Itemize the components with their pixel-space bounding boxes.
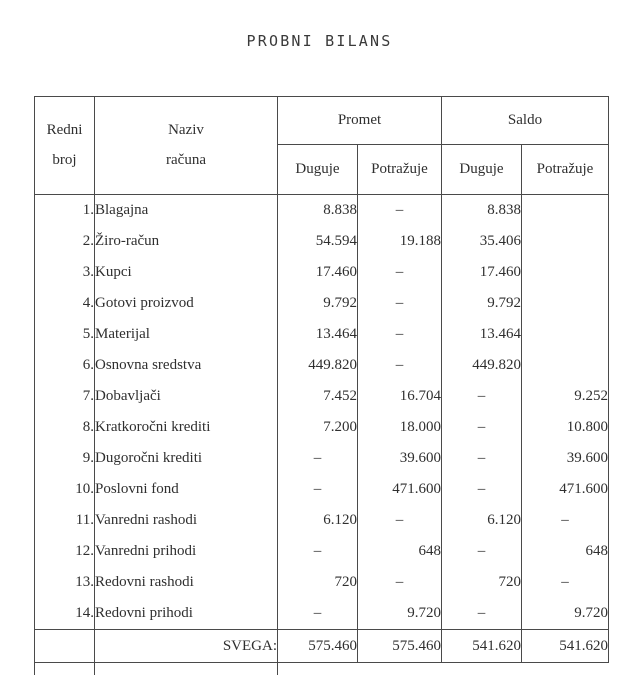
- table-row: [35, 350, 609, 381]
- row-number: 12.: [35, 536, 95, 567]
- table-row: [35, 567, 609, 598]
- cell-saldo-potrazuje: 9.720: [522, 598, 609, 630]
- cell-promet-potrazuje: –: [358, 567, 442, 598]
- cell-saldo-duguje: –: [442, 443, 522, 474]
- header-saldo-duguje: Duguje: [442, 145, 522, 195]
- table-row: [35, 195, 609, 227]
- trial-balance-table: [34, 96, 609, 675]
- stub-spacer-1: [278, 663, 358, 676]
- table-row: [35, 474, 609, 505]
- stub-number-column: [35, 663, 95, 676]
- header-group-promet: Promet: [278, 97, 442, 145]
- header-saldo-potrazuje: Potražuje: [522, 145, 609, 195]
- cell-promet-potrazuje: 16.704: [358, 381, 442, 412]
- cell-promet-potrazuje: –: [358, 505, 442, 536]
- header-group-saldo: Saldo: [442, 97, 609, 145]
- totals-saldo-potrazuje: 541.620: [522, 630, 609, 663]
- cell-promet-duguje: 720: [278, 567, 358, 598]
- cell-promet-duguje: 7.200: [278, 412, 358, 443]
- cell-saldo-potrazuje: [522, 257, 609, 288]
- cell-promet-duguje: –: [278, 598, 358, 630]
- row-number: 13.: [35, 567, 95, 598]
- cell-promet-duguje: 449.820: [278, 350, 358, 381]
- cell-saldo-duguje: 720: [442, 567, 522, 598]
- totals-blank-cell: [35, 630, 95, 663]
- cell-promet-potrazuje: –: [358, 319, 442, 350]
- row-number: 5.: [35, 319, 95, 350]
- cell-promet-potrazuje: –: [358, 257, 442, 288]
- cell-saldo-duguje: 13.464: [442, 319, 522, 350]
- cell-saldo-potrazuje: [522, 319, 609, 350]
- totals-promet-duguje: 575.460: [278, 630, 358, 663]
- cell-saldo-potrazuje: 471.600: [522, 474, 609, 505]
- cell-saldo-duguje: –: [442, 381, 522, 412]
- account-name: Dugoročni krediti: [95, 443, 278, 474]
- account-name: Osnovna sredstva: [95, 350, 278, 381]
- table-header: [35, 97, 609, 195]
- row-number: 8.: [35, 412, 95, 443]
- cell-promet-potrazuje: 648: [358, 536, 442, 567]
- cell-saldo-potrazuje: –: [522, 567, 609, 598]
- account-name: Redovni prihodi: [95, 598, 278, 630]
- account-name: Materijal: [95, 319, 278, 350]
- stub-spacer-2: [358, 663, 442, 676]
- table-row: [35, 381, 609, 412]
- cell-promet-duguje: 8.838: [278, 195, 358, 227]
- row-number: 10.: [35, 474, 95, 505]
- account-name: Vanredni rashodi: [95, 505, 278, 536]
- cell-promet-potrazuje: –: [358, 195, 442, 227]
- account-name: Kratkoročni krediti: [95, 412, 278, 443]
- cell-saldo-duguje: 17.460: [442, 257, 522, 288]
- header-account-name-line2: računa: [166, 151, 206, 168]
- cell-saldo-duguje: 35.406: [442, 226, 522, 257]
- table-row: [35, 536, 609, 567]
- table-row: [35, 505, 609, 536]
- header-row-number: [35, 97, 95, 195]
- header-promet-potrazuje: Potražuje: [358, 145, 442, 195]
- cell-promet-duguje: 7.452: [278, 381, 358, 412]
- header-row-number-line2: broj: [52, 151, 77, 168]
- cell-promet-potrazuje: 18.000: [358, 412, 442, 443]
- cell-promet-potrazuje: 471.600: [358, 474, 442, 505]
- row-number: 2.: [35, 226, 95, 257]
- account-name: Redovni rashodi: [95, 567, 278, 598]
- cell-saldo-potrazuje: 39.600: [522, 443, 609, 474]
- cell-saldo-potrazuje: [522, 195, 609, 227]
- row-number: 4.: [35, 288, 95, 319]
- table-row: [35, 598, 609, 630]
- trial-balance-table-container: [34, 96, 608, 675]
- header-row-number-line1: Redni: [46, 122, 83, 139]
- cell-saldo-duguje: 9.792: [442, 288, 522, 319]
- cell-saldo-duguje: –: [442, 474, 522, 505]
- cell-promet-potrazuje: 19.188: [358, 226, 442, 257]
- account-name: Vanredni prihodi: [95, 536, 278, 567]
- cell-saldo-potrazuje: [522, 288, 609, 319]
- cell-saldo-potrazuje: 10.800: [522, 412, 609, 443]
- cell-promet-potrazuje: 39.600: [358, 443, 442, 474]
- cell-promet-duguje: –: [278, 474, 358, 505]
- row-number: 7.: [35, 381, 95, 412]
- totals-saldo-duguje: 541.620: [442, 630, 522, 663]
- cell-promet-duguje: 17.460: [278, 257, 358, 288]
- account-name: Blagajna: [95, 195, 278, 227]
- table-row: [35, 412, 609, 443]
- cell-promet-potrazuje: –: [358, 350, 442, 381]
- table-body: [35, 195, 609, 630]
- cell-promet-potrazuje: 9.720: [358, 598, 442, 630]
- header-promet-duguje: Duguje: [278, 145, 358, 195]
- cell-saldo-potrazuje: 648: [522, 536, 609, 567]
- table-row: [35, 288, 609, 319]
- cell-saldo-potrazuje: –: [522, 505, 609, 536]
- cell-promet-duguje: –: [278, 443, 358, 474]
- page-title: PROBNI BILANS: [246, 32, 393, 50]
- row-number: 6.: [35, 350, 95, 381]
- cell-saldo-duguje: –: [442, 412, 522, 443]
- stub-spacer-4: [522, 663, 609, 676]
- account-name: Žiro-račun: [95, 226, 278, 257]
- account-name: Dobavljači: [95, 381, 278, 412]
- table-stub-row: [35, 663, 609, 676]
- table-row: [35, 257, 609, 288]
- totals-promet-potrazuje: 575.460: [358, 630, 442, 663]
- account-name: Kupci: [95, 257, 278, 288]
- cell-saldo-duguje: 6.120: [442, 505, 522, 536]
- cell-promet-duguje: 13.464: [278, 319, 358, 350]
- stub-spacer-3: [442, 663, 522, 676]
- cell-promet-potrazuje: –: [358, 288, 442, 319]
- table-footer: [35, 630, 609, 676]
- cell-saldo-duguje: 8.838: [442, 195, 522, 227]
- totals-row: [35, 630, 609, 663]
- row-number: 3.: [35, 257, 95, 288]
- table-row: [35, 319, 609, 350]
- cell-saldo-potrazuje: [522, 226, 609, 257]
- row-number: 14.: [35, 598, 95, 630]
- header-account-name-line1: Naziv: [168, 122, 204, 139]
- cell-saldo-duguje: –: [442, 536, 522, 567]
- cell-saldo-potrazuje: 9.252: [522, 381, 609, 412]
- cell-saldo-potrazuje: [522, 350, 609, 381]
- cell-promet-duguje: 6.120: [278, 505, 358, 536]
- row-number: 9.: [35, 443, 95, 474]
- cell-saldo-duguje: –: [442, 598, 522, 630]
- totals-label: SVEGA:: [95, 630, 278, 663]
- cell-promet-duguje: –: [278, 536, 358, 567]
- table-row: [35, 226, 609, 257]
- row-number: 11.: [35, 505, 95, 536]
- row-number: 1.: [35, 195, 95, 227]
- account-name: Gotovi proizvod: [95, 288, 278, 319]
- account-name: Poslovni fond: [95, 474, 278, 505]
- cell-promet-duguje: 54.594: [278, 226, 358, 257]
- stub-name-column: [95, 663, 278, 676]
- cell-promet-duguje: 9.792: [278, 288, 358, 319]
- table-row: [35, 443, 609, 474]
- header-account-name: [95, 97, 278, 195]
- cell-saldo-duguje: 449.820: [442, 350, 522, 381]
